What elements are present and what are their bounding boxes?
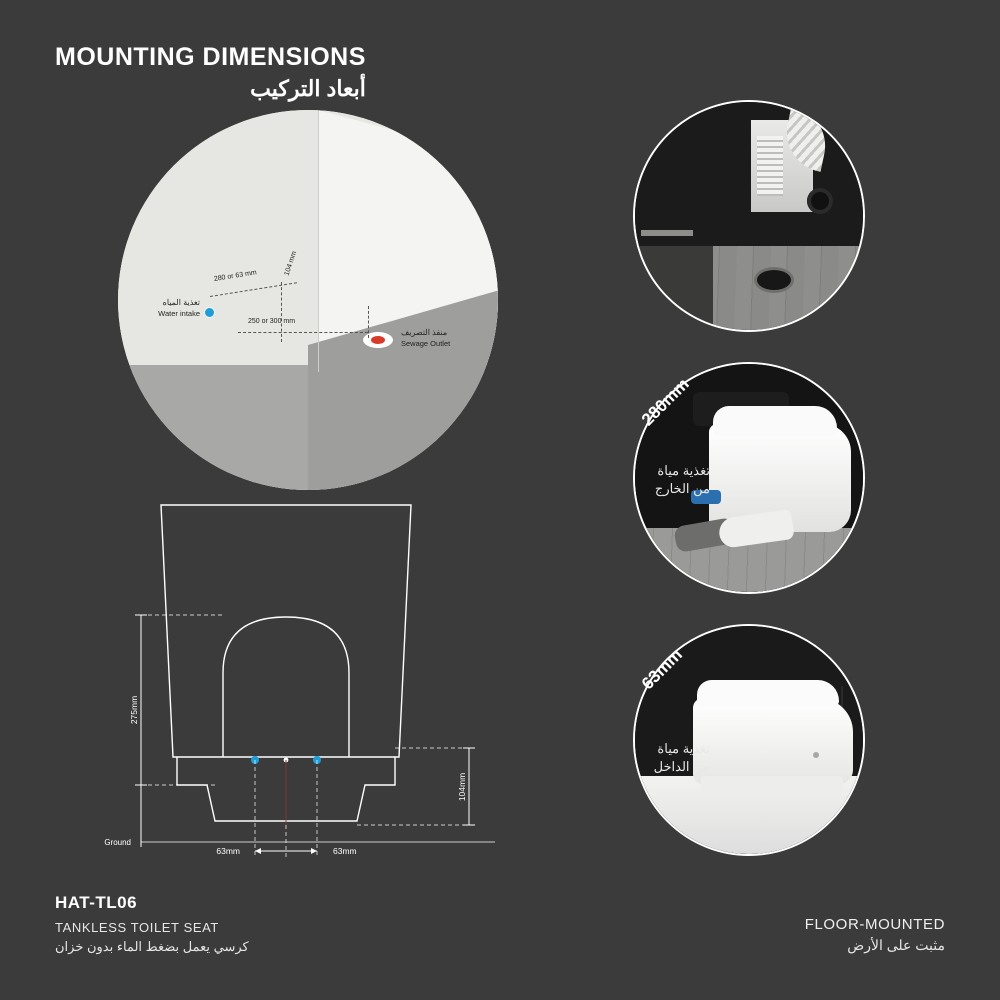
toilet-body-outline bbox=[161, 505, 411, 757]
dim-right-arrow bbox=[311, 848, 317, 854]
water-intake-label-en: Water intake bbox=[158, 309, 200, 318]
photo2-caption bbox=[600, 462, 710, 498]
ground-label: Ground bbox=[104, 838, 131, 847]
product-name-ar: كرسي يعمل بضغط الماء بدون خزان bbox=[55, 939, 249, 954]
sewage-outlet-label-en: Sewage Outlet bbox=[401, 339, 451, 348]
toilet-arch-outline bbox=[223, 617, 349, 757]
photo3-toilet-body bbox=[693, 698, 853, 784]
dim-depth-label: 104mm bbox=[457, 772, 467, 802]
photo3-caption-line2: من الداخل bbox=[653, 759, 710, 775]
footer-right bbox=[805, 916, 945, 954]
photo-installation-floor-drain bbox=[633, 100, 865, 332]
dim-height-text: 104 mm bbox=[283, 250, 299, 277]
photo3-caption-line1: تغذية مياة bbox=[657, 741, 710, 756]
dim-left-arrow bbox=[255, 848, 261, 854]
photo2-caption-line2: من الخارج bbox=[654, 481, 710, 497]
sewage-outlet-label-ar: منفذ التصريف bbox=[401, 328, 448, 337]
photo3-toilet-lid bbox=[697, 680, 839, 706]
dim-line-floor-offset bbox=[238, 332, 368, 333]
photo1-valve-knob bbox=[807, 188, 833, 214]
model-code: HAT-TL06 bbox=[55, 893, 138, 912]
dim-left-label: 63mm bbox=[216, 846, 240, 856]
dim-wall-offset-text: 280 or 63 mm bbox=[213, 269, 258, 283]
photo3-toilet-base bbox=[701, 776, 843, 794]
footer-left bbox=[55, 893, 249, 955]
page-header bbox=[55, 44, 366, 101]
dim-floor-offset-text: 250 or 300 mm bbox=[248, 318, 296, 325]
photo1-floor-drain bbox=[757, 270, 791, 290]
photo1-floor-pipe bbox=[641, 230, 693, 236]
photo3-control-button bbox=[813, 752, 819, 758]
dim-line-height bbox=[281, 282, 282, 342]
mount-type-en: FLOOR-MOUNTED bbox=[804, 916, 945, 933]
dim-line-outlet bbox=[368, 306, 369, 338]
photo1-wall bbox=[635, 102, 863, 246]
photo3-caption bbox=[600, 740, 710, 776]
dim-height-label: 275mm bbox=[129, 695, 139, 725]
photo2-dimension-label: 280mm bbox=[637, 374, 693, 430]
mount-type-ar: مثبت على الأرض bbox=[847, 937, 945, 953]
photo2-caption-line1: تغذية مياة bbox=[657, 463, 710, 478]
photo3-dimension-label: 63mm bbox=[637, 645, 687, 694]
page-title: MOUNTING DIMENSIONS bbox=[55, 43, 366, 71]
technical-drawing bbox=[95, 495, 515, 875]
room-diagram-circle bbox=[118, 110, 498, 490]
page-title-arabic: أبعاد التركيب bbox=[250, 75, 366, 101]
photo1-fixture-ribs bbox=[757, 136, 783, 196]
product-name-en: TANKLESS TOILET SEAT bbox=[55, 920, 219, 935]
photo1-floor-shadow bbox=[635, 246, 713, 330]
photo2-toilet-lid bbox=[713, 406, 837, 436]
water-intake-label-ar: تغذية المياه bbox=[162, 298, 200, 307]
dim-right-label: 63mm bbox=[333, 846, 357, 856]
water-intake-marker bbox=[205, 308, 214, 317]
